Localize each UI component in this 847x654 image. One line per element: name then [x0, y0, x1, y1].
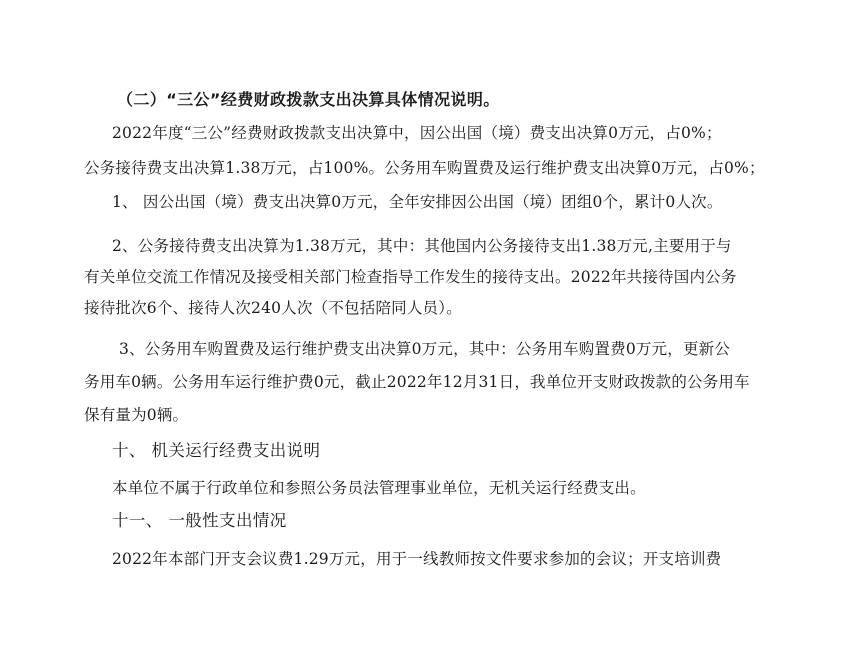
- paragraph-line: 2、公务接待费支出决算为1.38万元，其中：其他国内公务接待支出1.38万元,主要用于与: [112, 237, 732, 255]
- section-sangong-heading: （二）“三公”经费财政拨款支出决算具体情况说明。: [117, 90, 500, 109]
- paragraph-line: 公务接待费支出决算1.38万元，占100%。公务用车购置费及运行维护费支出决算0万元，占0%；: [84, 159, 765, 177]
- section-10-heading: 十、 机关运行经费支出说明: [112, 441, 321, 460]
- paragraph-line: 1、 因公出国（境）费支出决算0万元，全年安排因公出国（境）团组0个，累计0人次。: [112, 193, 723, 211]
- paragraph-line: 保有量为0辆。: [84, 406, 189, 424]
- section-11-heading: 十一、 一般性支出情况: [112, 511, 287, 530]
- paragraph-line: 2022年本部门开支会议费1.29万元，用于一线教师按文件要求参加的会议；开支培训费: [112, 550, 722, 568]
- paragraph-line: 接待批次6个、接待人次240人次（不包括陪同人员）。: [84, 299, 462, 317]
- paragraph-line: 2022年度“三公”经费财政拨款支出决算中，因公出国（境）费支出决算0万元，占0%；: [112, 124, 722, 142]
- paragraph-line: 3、公务用车购置费及运行维护费支出决算0万元，其中：公务用车购置费0万元，更新公: [119, 340, 731, 358]
- paragraph-line: 有关单位交流工作情况及接受相关部门检查指导工作发生的接待支出。2022年共接待国内公务: [84, 268, 737, 286]
- paragraph-line: 本单位不属于行政单位和参照公务员法管理事业单位，无机关运行经费支出。: [112, 479, 646, 497]
- paragraph-line: 务用车0辆。公务用车运行维护费0元，截止2022年12月31日，我单位开支财政拨款的公务用车: [84, 373, 750, 391]
